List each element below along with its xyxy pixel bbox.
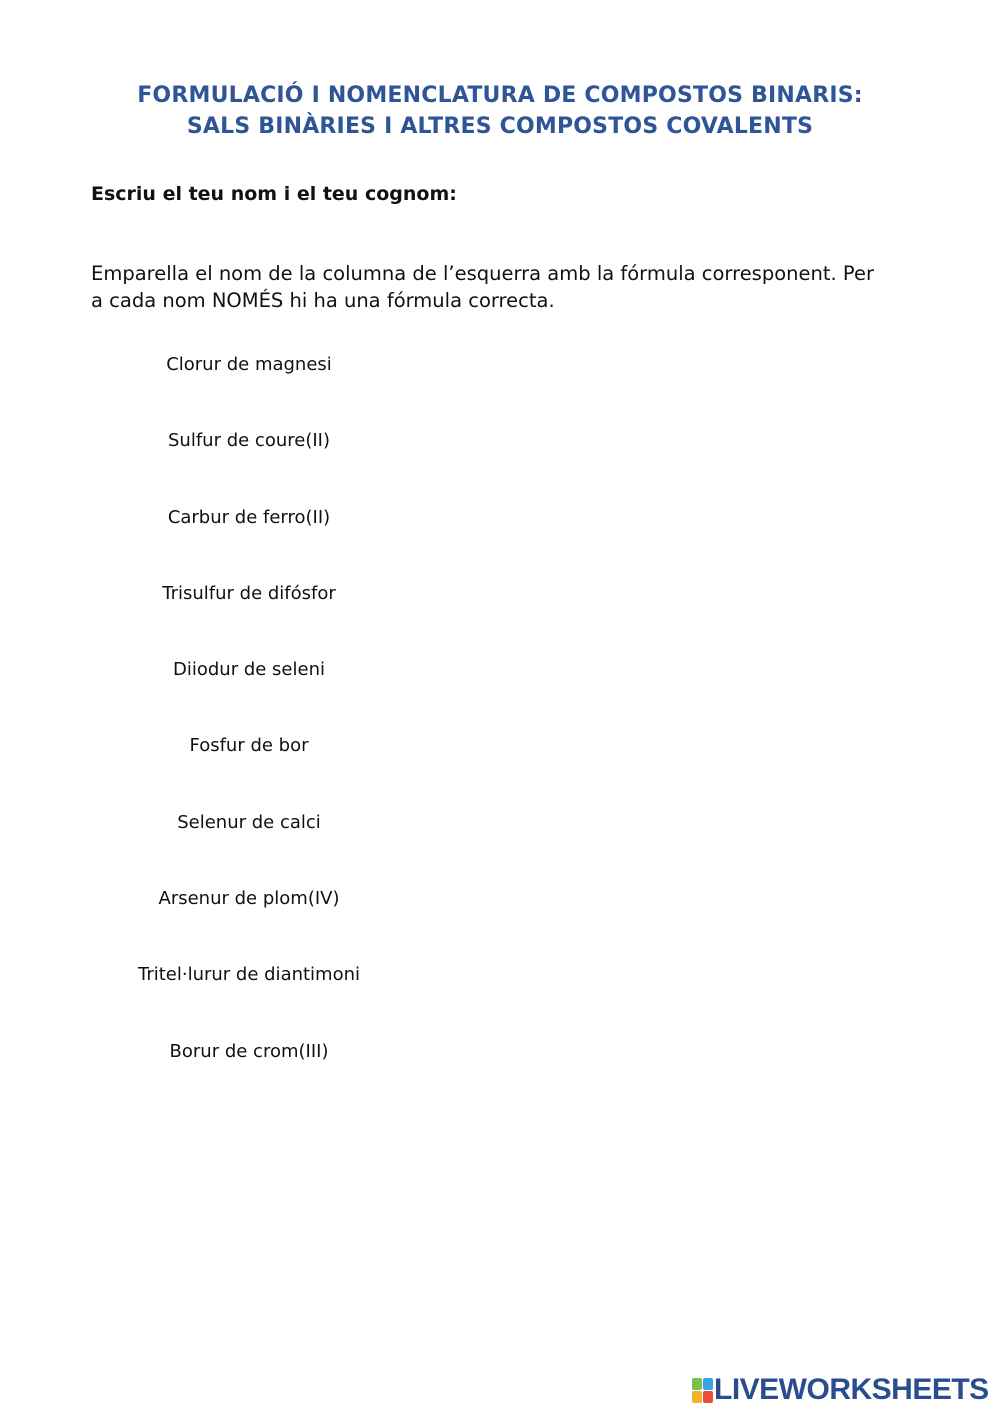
compound-name[interactable]: Diiodur de seleni bbox=[173, 659, 325, 681]
name-prompt: Escriu el teu nom i el teu cognom: bbox=[91, 183, 457, 205]
compound-name[interactable]: Sulfur de coure(II) bbox=[168, 430, 330, 452]
compound-name[interactable]: Clorur de magnesi bbox=[166, 354, 332, 375]
title-line-2: SALS BINÀRIES I ALTRES COMPOSTOS COVALENTS bbox=[186, 114, 814, 139]
logo-text: LIVEWORKSHEETS bbox=[714, 1373, 989, 1406]
compound-name-list bbox=[99, 350, 399, 1113]
compound-name[interactable]: Borur de crom(III) bbox=[169, 1040, 329, 1062]
compound-name[interactable]: Trisulfur de difósfor bbox=[162, 582, 336, 604]
compound-name[interactable]: Arsenur de plom(IV) bbox=[158, 888, 340, 910]
instructions bbox=[91, 260, 921, 314]
liveworksheets-logo bbox=[692, 1374, 989, 1406]
compound-name[interactable]: Tritel·lurur de diantimoni bbox=[137, 964, 361, 986]
compound-name[interactable]: Carbur de ferro(II) bbox=[167, 506, 331, 528]
compound-name[interactable]: Fosfur de bor bbox=[189, 735, 309, 757]
title-line-1: FORMULACIÓ I NOMENCLATURA DE COMPOSTOS BINARIS: bbox=[137, 83, 863, 108]
compound-name[interactable]: Selenur de calci bbox=[177, 811, 321, 833]
instructions-line-1: Emparella el nom de la columna de l’esquerra amb la fórmula corresponent. Per bbox=[91, 262, 874, 285]
liveworksheets-logo-icon bbox=[692, 1378, 712, 1402]
worksheet-title bbox=[0, 80, 1000, 142]
instructions-line-2: a cada nom NOMÉS hi ha una fórmula correcta. bbox=[91, 289, 555, 312]
